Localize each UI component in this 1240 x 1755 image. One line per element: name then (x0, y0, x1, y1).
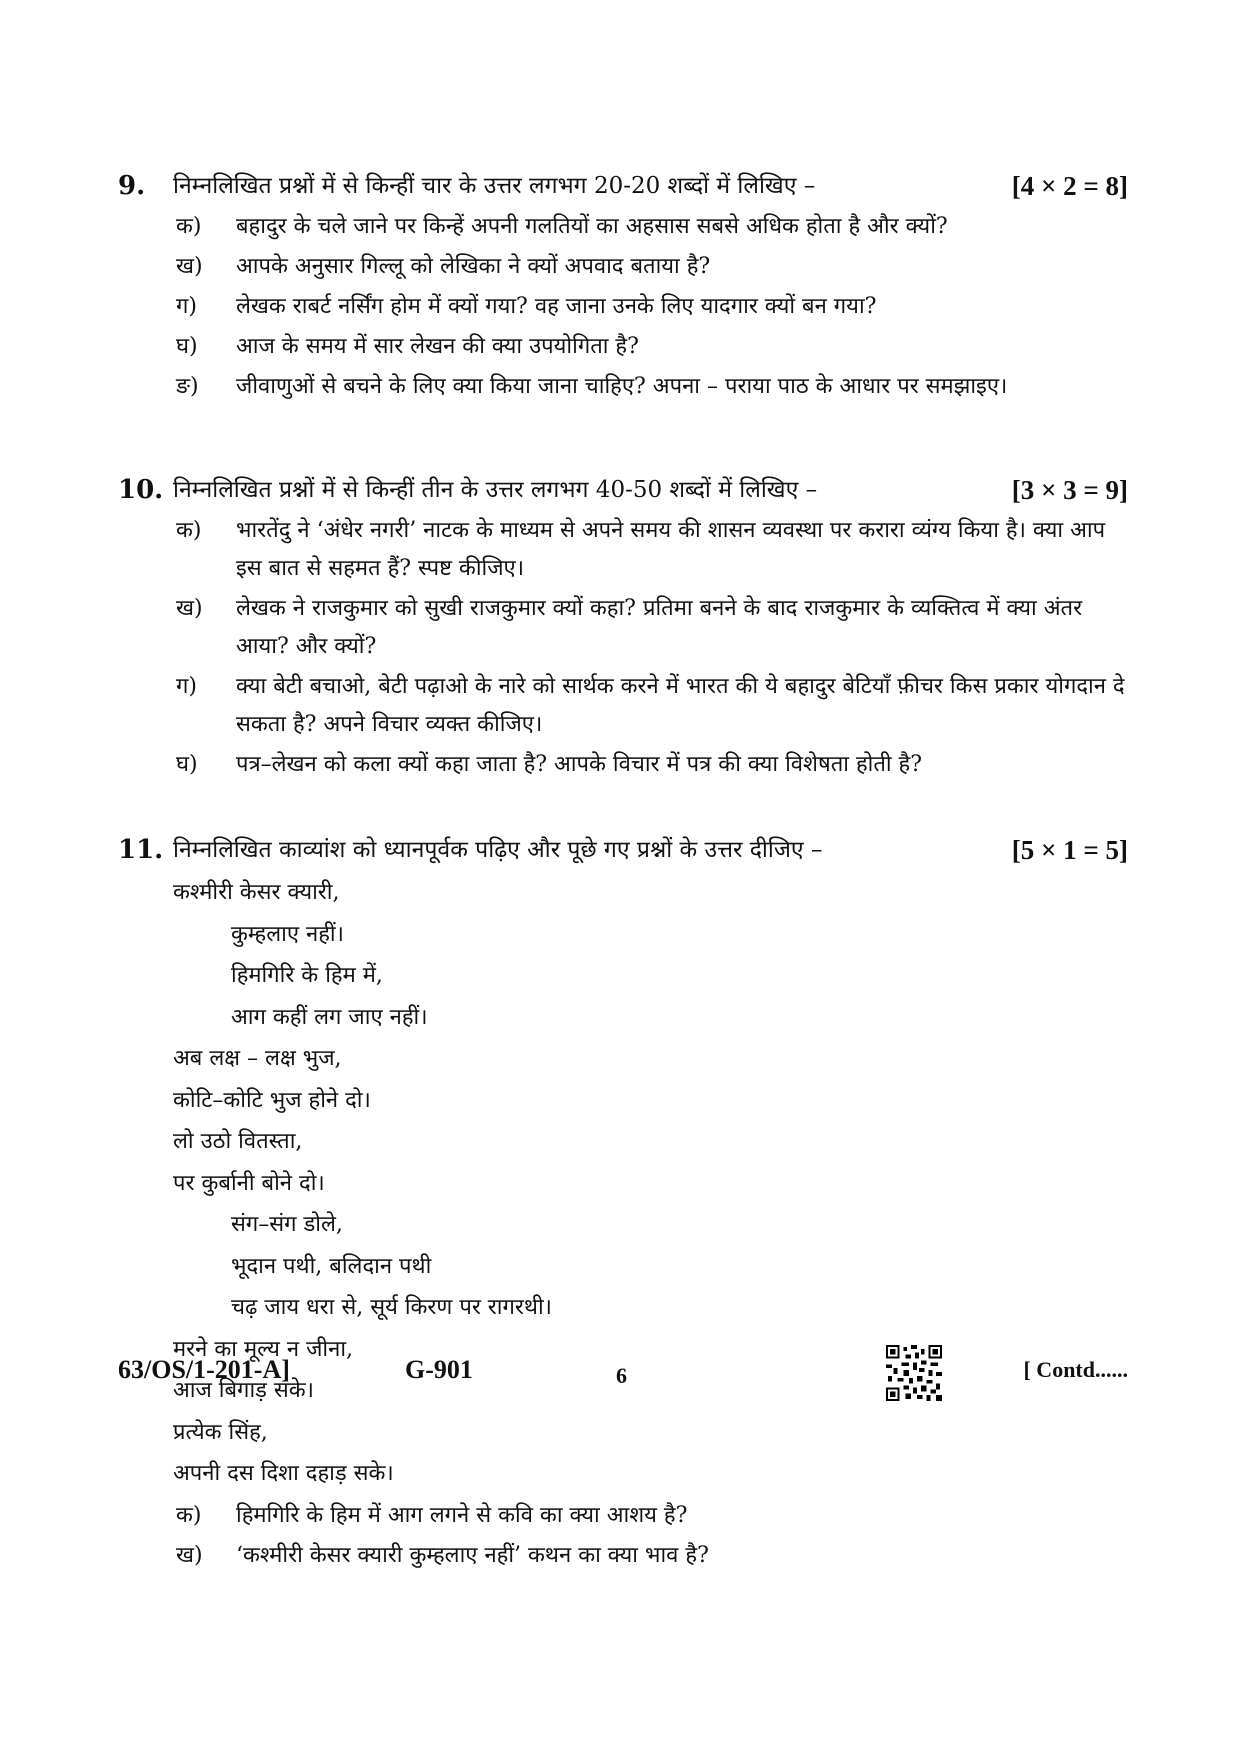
page-footer (118, 1345, 1128, 1415)
sub-question (118, 590, 1128, 666)
sub-question (118, 248, 1128, 286)
poem-line: कुम्हलाए नहीं। (231, 921, 344, 947)
poem-line: कोटि–कोटि भुज होने दो। (173, 1087, 371, 1113)
sub-question (118, 1537, 1128, 1575)
sub-question-label: ख) (176, 254, 203, 279)
sub-question-text: आज के समय में सार लेखन की क्या उपयोगिता है? (236, 334, 639, 359)
question-instruction: निम्नलिखित प्रश्नों में से किन्हीं तीन के उत्तर लगभग 40-50 शब्दों में लिखिए – (173, 477, 818, 503)
sub-question (118, 288, 1128, 326)
sub-question (118, 1497, 1128, 1535)
question-marks: [4 × 2 = 8] (1011, 171, 1128, 201)
poem-line: हिमगिरि के हिम में, (231, 963, 383, 988)
question-number: 10. (118, 475, 164, 505)
question-marks: [3 × 3 = 9] (1011, 475, 1128, 505)
poem-line: संग–संग डोले, (231, 1212, 343, 1237)
poem-line: अब लक्ष – लक्ष भुज, (173, 1046, 342, 1071)
poem-line: कश्मीरी केसर क्यारी, (173, 880, 340, 905)
sub-question-label: क) (176, 518, 202, 543)
poem-line: पर कुर्बानी बोने दो। (173, 1170, 325, 1196)
sub-question-label: घ) (176, 334, 198, 359)
sub-question-text: लेखक ने राजकुमार को सुखी राजकुमार क्यों कहा? प्रतिमा बनने के बाद राजकुमार के व्यक्तित्व में क्या अंतर आया? और क्यों? (236, 596, 1083, 659)
sub-question-text: पत्र–लेखन को कला क्यों कहा जाता है? आपके विचार में पत्र की क्या विशेषता होती है? (236, 752, 923, 777)
sub-question-label: ग) (176, 294, 197, 319)
poem-line: अपनी दस दिशा दहाड़ सके। (173, 1461, 394, 1486)
sub-question-label: घ) (176, 752, 198, 777)
poem-line: प्रत्येक सिंह, (173, 1419, 268, 1445)
question-9 (118, 166, 1128, 406)
sub-question-text: क्या बेटी बचाओ, बेटी पढ़ाओ के नारे को सार्थक करने में भारत की ये बहादुर बेटियाँ फ़ीचर किस प्रकार योगदान दे सकता है? अपने विचार व्यक्त कीजिए। (236, 674, 1125, 737)
poem-line: आग कहीं लग जाए नहीं। (231, 1004, 428, 1030)
question-instruction: निम्नलिखित प्रश्नों में से किन्हीं चार के उत्तर लगभग 20-20 शब्दों में लिखिए – (173, 173, 816, 199)
qr-code-icon (886, 1345, 942, 1401)
question-number: 11. (118, 835, 164, 865)
sub-question (118, 746, 1128, 784)
poem-line: मरने का मूल्य न जीना, (173, 1336, 354, 1362)
sub-question (118, 512, 1128, 588)
sub-question-text: भारतेंदु ने ‘अंधेर नगरी’ नाटक के माध्यम से अपने समय की शासन व्यवस्था पर करारा व्यंग्य किया है। क्या आप इस बात से सहमत हैं? स्पष्ट कीजिए। (236, 518, 1106, 581)
series-code: G-901 (405, 1355, 473, 1384)
question-number: 9. (118, 171, 146, 201)
page-number: 6 (616, 1363, 627, 1388)
question-11 (118, 830, 1128, 1575)
sub-question-label: ग) (176, 674, 197, 699)
sub-question-label: क) (176, 1502, 202, 1528)
sub-question-text: बहादुर के चले जाने पर किन्हें अपनी गलतियों का अहसास सबसे अधिक होता है और क्यों? (236, 214, 948, 239)
sub-question-text: हिमगिरि के हिम में आग लगने से कवि का क्या आशय है? (236, 1502, 688, 1528)
poem-line: आज बिगाड़ सके। (173, 1378, 315, 1403)
poem-line: चढ़ जाय धरा से, सूर्य किरण पर रागरथी। (231, 1295, 552, 1320)
sub-question (118, 208, 1128, 246)
question-marks: [5 × 1 = 5] (1011, 835, 1128, 865)
question-header (118, 166, 1128, 206)
sub-question-label: ख) (176, 1542, 203, 1568)
sub-question-text: आपके अनुसार गिल्लू को लेखिका ने क्यों अपवाद बताया है? (236, 254, 711, 279)
paper-code: 63/OS/1-201-A] (118, 1355, 290, 1384)
sub-question (118, 668, 1128, 744)
question-instruction: निम्नलिखित काव्यांश को ध्यानपूर्वक पढ़िए और पूछे गए प्रश्नों के उत्तर दीजिए – (173, 837, 823, 863)
sub-question-text: जीवाणुओं से बचने के लिए क्या किया जाना चाहिए? अपना – पराया पाठ के आधार पर समझाइए। (236, 374, 1008, 399)
poem-line: लो उठो वितस्ता, (173, 1129, 303, 1154)
poem-line: भूदान पथी, बलिदान पथी (231, 1253, 432, 1279)
question-header (118, 470, 1128, 510)
continued-label: [ Contd...... (1023, 1357, 1128, 1382)
sub-question-label: ङ) (176, 374, 199, 399)
question-header (118, 830, 1128, 870)
sub-question (118, 368, 1128, 406)
sub-question-label: क) (176, 214, 202, 239)
sub-question-text: लेखक राबर्ट नर्सिंग होम में क्यों गया? वह जाना उनके लिए यादगार क्यों बन गया? (236, 294, 877, 319)
sub-question (118, 328, 1128, 366)
sub-question-text: ‘कश्मीरी केसर क्यारी कुम्हलाए नहीं’ कथन का क्या भाव है? (236, 1542, 709, 1568)
sub-question-label: ख) (176, 596, 203, 621)
question-10 (118, 470, 1128, 784)
